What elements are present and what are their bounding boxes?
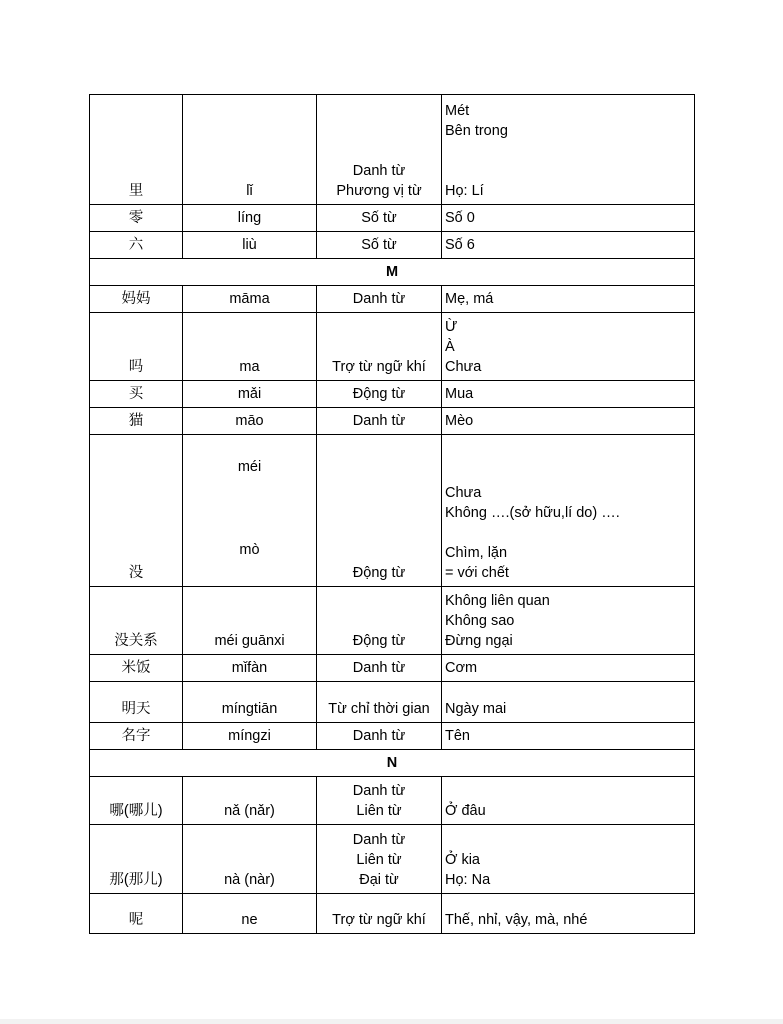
- section-letter: M: [90, 259, 695, 286]
- pos-cell: Danh từ: [317, 286, 442, 313]
- hanzi-cell: 没: [90, 435, 183, 587]
- meaning-cell: Số 6: [442, 232, 695, 259]
- pos-cell: Danh từ: [317, 723, 442, 750]
- hanzi-cell: 没关系: [90, 587, 183, 655]
- table-row: [90, 825, 695, 894]
- table-row: [90, 95, 695, 205]
- pinyin-cell: míngzi: [183, 723, 317, 750]
- section-letter: N: [90, 750, 695, 777]
- table-row: [90, 232, 695, 259]
- hanzi-cell: 明天: [90, 682, 183, 723]
- meaning-cell: Cơm: [442, 655, 695, 682]
- hanzi-cell: 那(那儿): [90, 825, 183, 894]
- pos-cell: Số từ: [317, 232, 442, 259]
- pinyin-cell: méi guānxi: [183, 587, 317, 655]
- section-letter-row: [90, 750, 695, 777]
- pinyin-cell: nà (nàr): [183, 825, 317, 894]
- table-row: [90, 682, 695, 723]
- section-letter-row: [90, 259, 695, 286]
- pos-cell: Trợ từ ngữ khí: [317, 313, 442, 381]
- meaning-cell: Chưa Không ….(sở hữu,lí do) …. Chìm, lặn = với chết: [442, 435, 695, 587]
- table-row: [90, 723, 695, 750]
- hanzi-cell: 哪(哪儿): [90, 777, 183, 825]
- meaning-cell: Không liên quan Không sao Đừng ngại: [442, 587, 695, 655]
- pos-cell: Danh từ Liên từ Đại từ: [317, 825, 442, 894]
- hanzi-cell: 里: [90, 95, 183, 205]
- pos-cell: Số từ: [317, 205, 442, 232]
- table-row: [90, 655, 695, 682]
- pos-cell: Trợ từ ngữ khí: [317, 894, 442, 934]
- pinyin-cell: māo: [183, 408, 317, 435]
- pos-cell: Từ chỉ thời gian: [317, 682, 442, 723]
- table-row: [90, 587, 695, 655]
- pos-cell: Động từ: [317, 381, 442, 408]
- pinyin-cell: māma: [183, 286, 317, 313]
- meaning-cell: Ở kia Họ: Na: [442, 825, 695, 894]
- table-row: [90, 435, 695, 587]
- meaning-cell: Số 0: [442, 205, 695, 232]
- vocabulary-table: [89, 94, 695, 934]
- pinyin-cell: ne: [183, 894, 317, 934]
- hanzi-cell: 猫: [90, 408, 183, 435]
- pinyin-cell: ma: [183, 313, 317, 381]
- pinyin-cell: [183, 435, 317, 587]
- pos-cell: Động từ: [317, 587, 442, 655]
- pinyin-cell: mǐfàn: [183, 655, 317, 682]
- meaning-cell: Tên: [442, 723, 695, 750]
- meaning-cell: Ở đâu: [442, 777, 695, 825]
- meaning-cell: Mẹ, má: [442, 286, 695, 313]
- meaning-cell: Thế, nhỉ, vậy, mà, nhé: [442, 894, 695, 934]
- pinyin-cell: lǐ: [183, 95, 317, 205]
- page-bottom-edge: [0, 1019, 783, 1024]
- pos-cell: Danh từ Phương vị từ: [317, 95, 442, 205]
- meaning-cell: Mua: [442, 381, 695, 408]
- pos-cell: Danh từ: [317, 408, 442, 435]
- pos-cell: Động từ: [317, 435, 442, 587]
- pinyin-cell: líng: [183, 205, 317, 232]
- meaning-cell: Mét Bên trong Họ: Lí: [442, 95, 695, 205]
- pinyin-cell: nǎ (nǎr): [183, 777, 317, 825]
- meaning-cell: Mèo: [442, 408, 695, 435]
- hanzi-cell: 妈妈: [90, 286, 183, 313]
- hanzi-cell: 呢: [90, 894, 183, 934]
- pinyin-cell: míngtiān: [183, 682, 317, 723]
- hanzi-cell: 六: [90, 232, 183, 259]
- table-row: [90, 286, 695, 313]
- pinyin-reading-top: méi: [237, 459, 262, 475]
- table-row: [90, 777, 695, 825]
- hanzi-cell: 买: [90, 381, 183, 408]
- pinyin-cell: mǎi: [183, 381, 317, 408]
- pinyin-cell: liù: [183, 232, 317, 259]
- table-row: [90, 313, 695, 381]
- table-row: [90, 381, 695, 408]
- pos-cell: Danh từ: [317, 655, 442, 682]
- table-row: [90, 205, 695, 232]
- table-row: [90, 408, 695, 435]
- hanzi-cell: 吗: [90, 313, 183, 381]
- table-row: [90, 894, 695, 934]
- hanzi-cell: 零: [90, 205, 183, 232]
- hanzi-cell: 名字: [90, 723, 183, 750]
- pos-cell: Danh từ Liên từ: [317, 777, 442, 825]
- meaning-cell: Ừ À Chưa: [442, 313, 695, 381]
- meaning-cell: Ngày mai: [442, 682, 695, 723]
- hanzi-cell: 米饭: [90, 655, 183, 682]
- pinyin-reading-bottom: mò: [239, 542, 260, 558]
